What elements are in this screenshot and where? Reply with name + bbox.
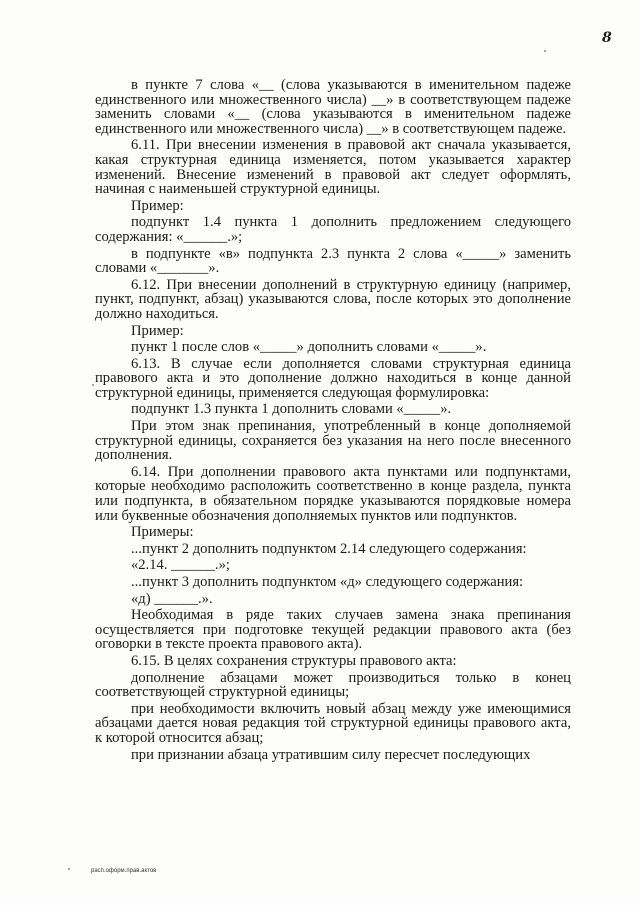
paragraph: Пример:: [131, 322, 184, 339]
paragraph: 6.13. В случае если дополняется словами структурная единица правового акта и это дополнение должно находиться в конце данной структурной единицы, применяется следующая формулировка:: [95, 355, 571, 401]
paragraph: подпункт 1.3 пункта 1 дополнить словами «_____».: [131, 401, 452, 418]
paragraph: «д) ______.».: [131, 590, 213, 607]
paragraph: в подпункте «в» подпункта 2.3 пункта 2 слова «_____» заменить словами «_______».: [95, 245, 571, 277]
document-body: [95, 78, 571, 764]
paragraph: 6.15. В целях сохранения структуры правового акта:: [131, 652, 457, 669]
paragraph: Необходимая в ряде таких случаев замена знака препинания осуществляется при подготовке текущей редакции правового акта (без оговорки в тексте проекта правового акта).: [95, 607, 571, 653]
paragraph: При этом знак препинания, употребленный в конце дополняемой структурной единицы, сохраняется без указания на него после внесенного дополнения.: [95, 418, 571, 464]
paragraph: подпункт 1.4 пункта 1 дополнить предложением следующего содержания: «______.»;: [95, 214, 571, 245]
paragraph: при необходимости включить новый абзац между уже имеющимися абзацами дается новая редакция той структурной единицы правового акта, к которой относится абзац;: [95, 700, 571, 746]
paragraph: пункт 1 после слов «_____» дополнить словами «_____».: [131, 339, 487, 356]
paragraph: 6.11. При внесении изменения в правовой акт сначала указывается, какая структурная единица изменяется, потом указывается характер изменений. Внесение изменений в правовой акт следует оформлять, начиная с наименьшей структурной единицы.: [95, 137, 571, 198]
paragraph: 6.12. При внесении дополнений в структурную единицу (например, пункт, подпункт, абзац) указываются слова, после которых это дополнение должно находиться.: [95, 276, 571, 322]
paragraph: в пункте 7 слова «__ (слова указываются в именительном падеже единственного или множественного числа) __» в соответствующем падеже заменить словами «__ (слова указываются в именительном падеже единственного или множественного числа) __» в соответствующем падеже.: [95, 77, 571, 137]
paragraph: «2.14. ______.»;: [131, 557, 230, 574]
paragraph: 6.14. При дополнении правового акта пунктами или подпунктами, которые необходимо расположить соответственно в конце раздела, пункта или подпункта, в обязательном порядке указываются порядковые номера или буквенные обозначения дополняемых пунктов или подпунктов.: [95, 463, 571, 524]
paragraph: Примеры:: [131, 524, 194, 541]
scan-speck: [92, 384, 94, 386]
scan-speck: [544, 50, 546, 52]
paragraph: ...пункт 2 дополнить подпунктом 2.14 следующего содержания:: [131, 540, 527, 557]
page-number: 8: [602, 30, 612, 46]
paragraph: при признании абзаца утратившим силу пересчет последующих: [131, 746, 531, 763]
paragraph: ...пункт 3 дополнить подпунктом «д» следующего содержания:: [131, 574, 524, 590]
paragraph: дополнение абзацами может производиться только в конец соответствующей структурной единицы;: [95, 669, 571, 701]
paragraph: Пример:: [131, 197, 184, 214]
scan-speck: [68, 868, 70, 870]
footer-filename: расп.оформ.прав.актов: [91, 868, 157, 874]
